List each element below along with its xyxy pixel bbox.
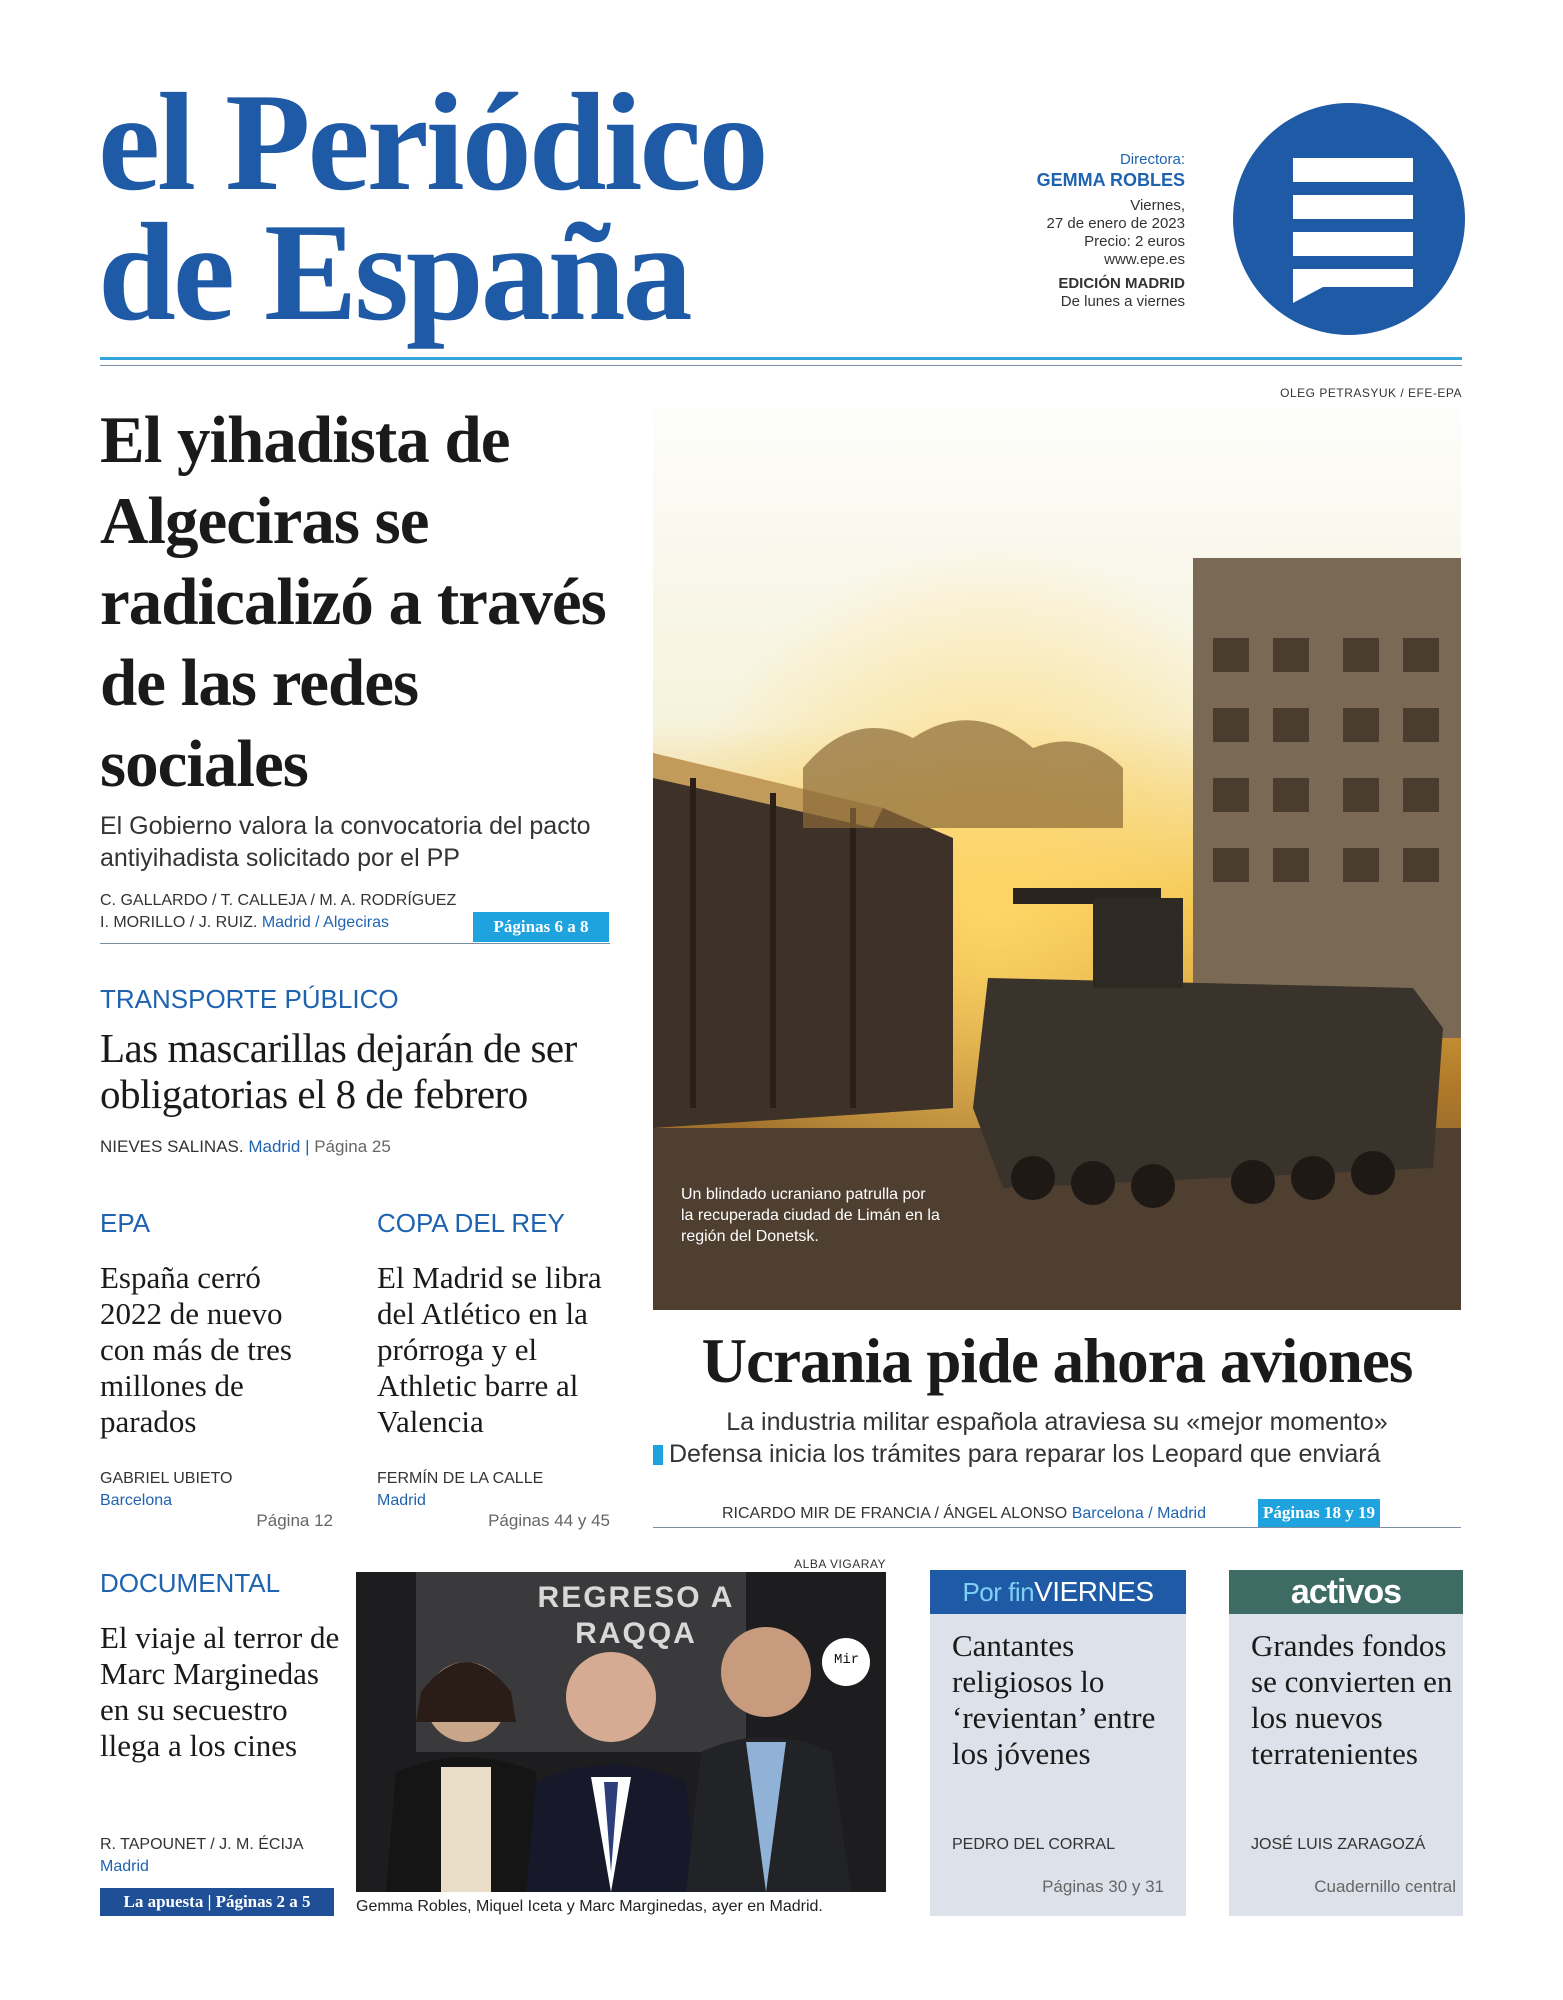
lead-byline-line-2: I. MORILLO / J. RUIZ. <box>100 914 258 931</box>
issue-day: Viernes, <box>1130 197 1185 214</box>
issue-price: Precio: 2 euros <box>1084 233 1185 250</box>
ukraine-headline[interactable]: Ucrania pide ahora aviones <box>701 1326 1413 1396</box>
viernes-brand-b: VIERNES <box>1034 1576 1154 1607</box>
premiere-photo[interactable] <box>356 1572 886 1892</box>
transport-place: Madrid <box>248 1137 301 1156</box>
ukraine-byline <box>722 1503 1262 1525</box>
lead-pages-badge[interactable]: Páginas 6 a 8 <box>473 912 609 942</box>
lead-byline-line-1: C. GALLARDO / T. CALLEJA / M. A. RODRÍGUEZ <box>100 892 457 909</box>
epa-author: GABRIEL UBIETO <box>100 1470 233 1487</box>
main-photo-credit: OLEG PETRASYUK / EFE-EPA <box>1280 386 1462 400</box>
bullet-square-icon <box>653 1445 663 1465</box>
edition-schedule: De lunes a viernes <box>1060 293 1185 310</box>
ukraine-photo[interactable] <box>653 408 1461 1310</box>
copa-headline[interactable]: El Madrid se libra del Atlético en la prórroga y el Athletic barre al Valencia <box>377 1260 602 1439</box>
documental-headline[interactable]: El viaje al terror de Marc Marginedas en su secuestro llega a los cines <box>100 1620 340 1763</box>
viernes-headline: Cantantes religiosos lo ‘revientan’ entre los jóvenes <box>952 1628 1156 1771</box>
transport-section-label[interactable]: TRANSPORTE PÚBLICO <box>100 984 399 1014</box>
director-label: Directora: <box>1119 151 1185 168</box>
transport-headline[interactable]: Las mascarillas dejarán de ser obligatorias el 8 de febrero <box>100 1025 577 1117</box>
poster-small-text: Mir <box>834 1652 860 1668</box>
documental-byline <box>100 1834 350 1878</box>
website-link[interactable]: www.epe.es <box>1104 251 1185 268</box>
lead-places: Madrid / Algeciras <box>261 914 389 931</box>
ukraine-photo-caption: Un blindado ucraniano patrulla por la recuperada ciudad de Limán en la región del Donetsk. <box>681 1186 940 1245</box>
ukraine-pages-badge[interactable]: Páginas 18 y 19 <box>1258 1499 1380 1527</box>
lead-headline[interactable]: El yihadista de Algeciras se radicalizó a través de las redes sociales <box>100 403 606 801</box>
transport-separator: | <box>305 1137 310 1156</box>
activos-headline: Grandes fondos se convierten en los nuevos terratenientes <box>1251 1628 1453 1771</box>
epe-logo-icon[interactable] <box>1233 103 1465 335</box>
copa-place: Madrid <box>377 1492 426 1509</box>
viernes-brand <box>930 1570 1186 1614</box>
masthead-line-2: de España <box>98 195 690 350</box>
epa-place: Barcelona <box>100 1492 173 1509</box>
documental-author: R. TAPOUNET / J. M. ÉCIJA <box>100 1836 304 1853</box>
documental-place: Madrid <box>100 1858 149 1875</box>
masthead-title[interactable] <box>98 65 938 350</box>
copa-page: Páginas 44 y 45 <box>488 1511 610 1530</box>
transport-author: NIEVES SALINAS. <box>100 1137 244 1156</box>
masthead-line-1: el Periódico <box>98 65 766 220</box>
premiere-photo-caption: Gemma Robles, Miquel Iceta y Marc Marginedas, ayer en Madrid. <box>356 1898 823 1915</box>
epa-byline <box>100 1468 340 1512</box>
director-name: GEMMA ROBLES <box>1036 170 1185 190</box>
documental-section-label[interactable]: DOCUMENTAL <box>100 1568 281 1598</box>
epa-page: Página 12 <box>256 1511 333 1530</box>
ukraine-sub-1: La industria militar española atraviesa su «mejor momento» <box>726 1408 1388 1436</box>
copa-section-label[interactable]: COPA DEL REY <box>377 1208 565 1238</box>
ukraine-places: Barcelona / Madrid <box>1071 1505 1206 1522</box>
activos-brand: activos <box>1229 1570 1463 1614</box>
issue-date: 27 de enero de 2023 <box>1046 215 1185 232</box>
copa-byline <box>377 1468 617 1512</box>
epa-headline[interactable]: España cerró 2022 de nuevo con más de tres millones de parados <box>100 1260 292 1439</box>
ukraine-sub-2: Defensa inicia los trámites para reparar los Leopard que enviará <box>669 1440 1381 1468</box>
viernes-pages: Páginas 30 y 31 <box>1042 1877 1164 1896</box>
activos-promo[interactable] <box>1229 1570 1463 1916</box>
documental-photo-credit: ALBA VIGARAY <box>794 1557 886 1571</box>
viernes-brand-a: Por fin <box>962 1577 1035 1607</box>
masthead-meta <box>1037 151 1185 311</box>
ukraine-authors: RICARDO MIR DE FRANCIA / ÁNGEL ALONSO <box>722 1505 1068 1522</box>
activos-author: JOSÉ LUIS ZARAGOZÁ <box>1251 1836 1426 1853</box>
documental-pages-badge[interactable]: La apuesta | Páginas 2 a 5 <box>100 1888 334 1916</box>
activos-pages: Cuadernillo central <box>1314 1877 1456 1896</box>
copa-author: FERMÍN DE LA CALLE <box>377 1470 544 1487</box>
lead-subhead: El Gobierno valora la convocatoria del pacto antiyihadista solicitado por el PP <box>100 812 591 872</box>
epa-section-label[interactable]: EPA <box>100 1208 151 1238</box>
edition-label: EDICIÓN MADRID <box>1058 275 1185 292</box>
transport-page: Página 25 <box>314 1137 391 1156</box>
ukraine-sub-2-row <box>653 1438 1461 1470</box>
transport-byline <box>100 1136 620 1158</box>
viernes-author: PEDRO DEL CORRAL <box>952 1836 1115 1853</box>
poster-title: REGRESO A RAQQA <box>537 1581 735 1650</box>
viernes-promo[interactable] <box>930 1570 1186 1916</box>
